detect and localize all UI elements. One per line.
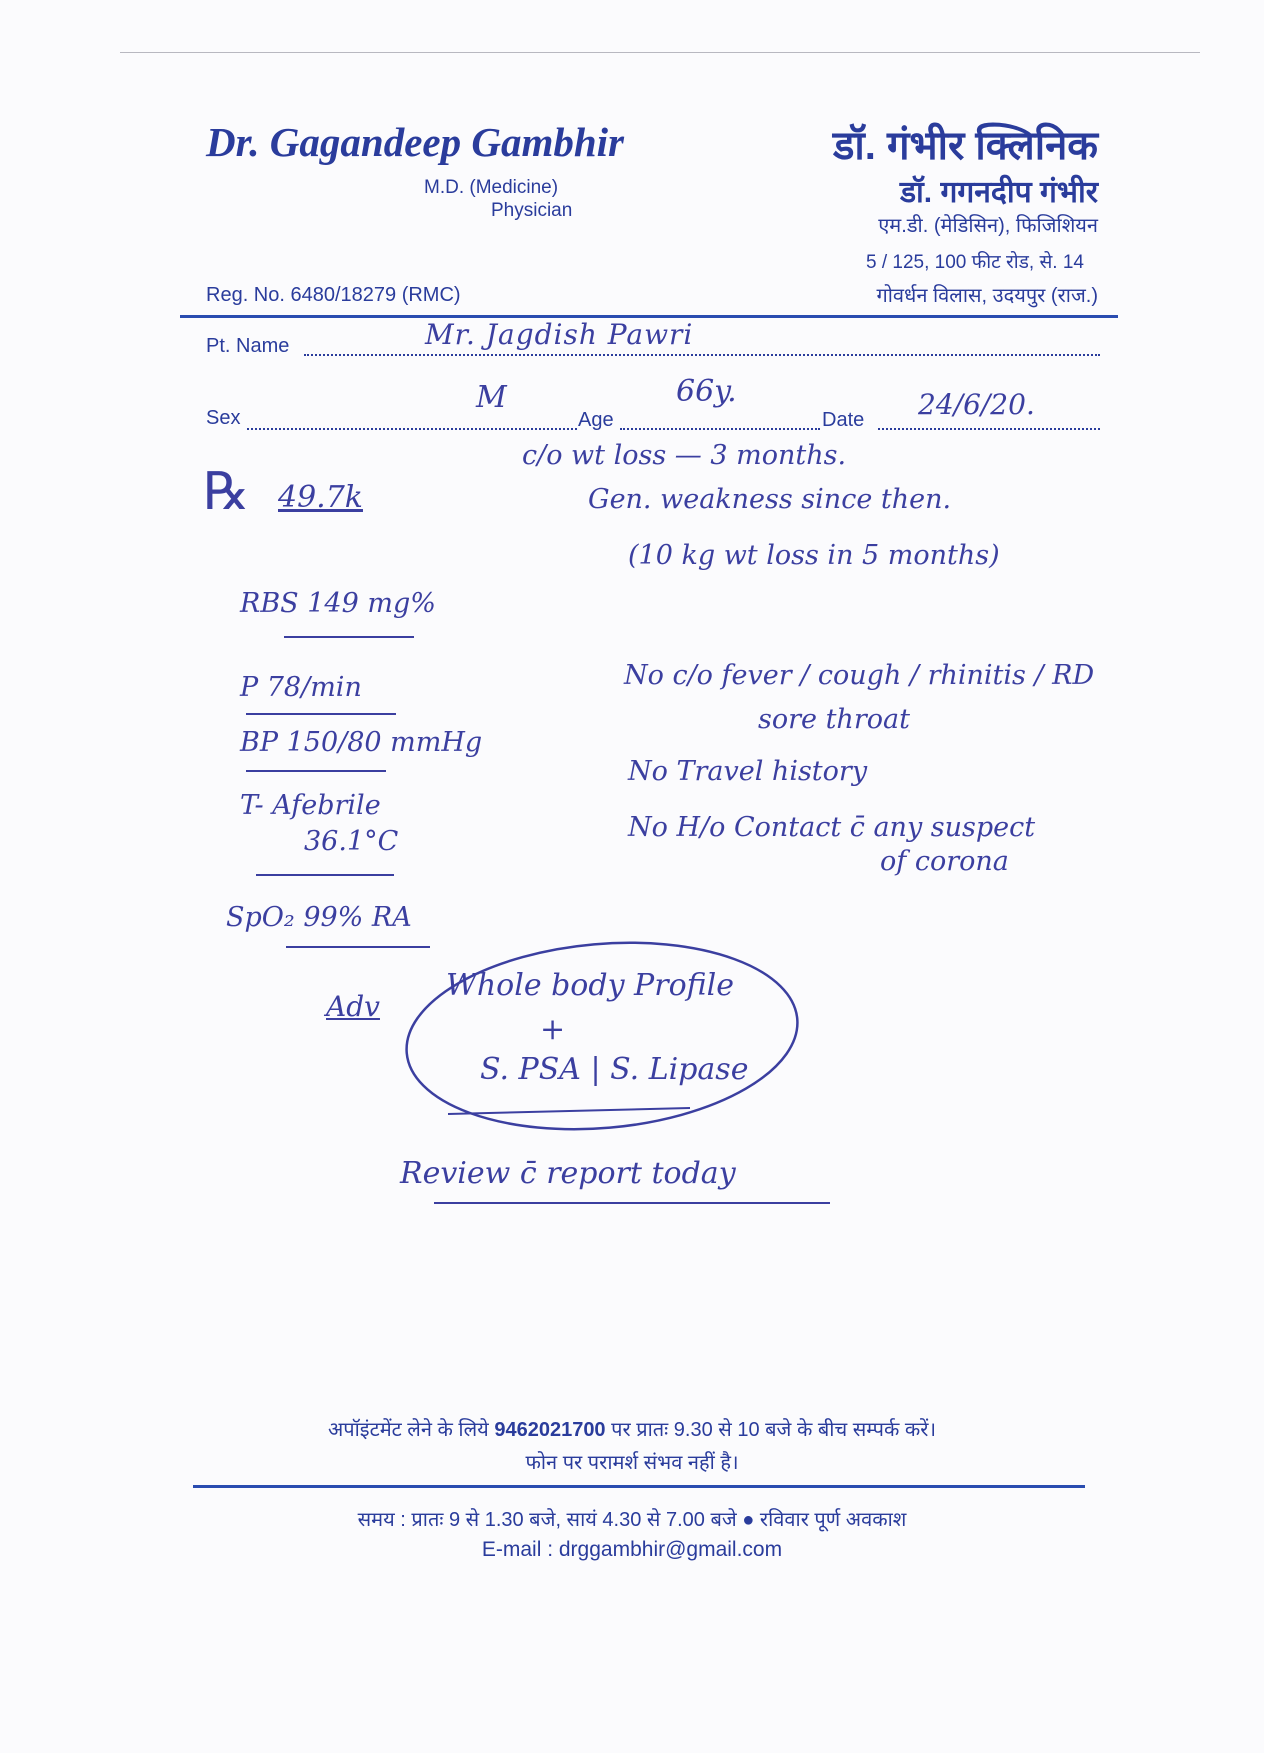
history-line-2: Gen. weakness since then.: [588, 484, 952, 515]
history-line-1: c/o wt loss — 3 months.: [522, 440, 847, 471]
age-label: Age: [578, 409, 614, 431]
no-phone-consult: फोन पर परामर्श संभव नहीं है।: [525, 1452, 739, 1474]
age-value: 66y.: [676, 374, 737, 409]
negative-history-1: No c/o fever / cough / rhinitis / RD: [624, 660, 1095, 691]
negative-history-4: No H/o Contact c̄ any suspect: [628, 812, 1036, 843]
advice-line-2: S. PSA | S. Lipase: [480, 1052, 749, 1087]
date-label: Date: [822, 409, 865, 431]
appointment-line: [0, 1415, 1264, 1442]
rbs-note: RBS 149 mg%: [240, 588, 436, 619]
doctor-name: Dr. Gagandeep Gambhir: [206, 119, 625, 165]
doctor-designation: Physician: [491, 200, 573, 221]
clinic-timing: समय : प्रातः 9 से 1.30 बजे, सायं 4.30 से 7.00 बजे ● रविवार पूर्ण अवकाश: [357, 1509, 907, 1531]
rx-symbol: ℞: [203, 462, 250, 522]
age-dotline: [620, 428, 820, 430]
doctor-name-hindi: डॉ. गगनदीप गंभीर: [899, 176, 1098, 209]
appointment-phone: 9462021700: [494, 1419, 606, 1441]
temp-note-2: 36.1°C: [304, 826, 399, 857]
advice-label: Adv: [326, 990, 380, 1023]
footer-divider: [193, 1485, 1085, 1488]
appointment-text-pre: अपॉइंटमेंट लेने के लिये: [327, 1419, 495, 1441]
advice-line-1: Whole body Profile: [446, 968, 735, 1003]
history-line-3: (10 kg wt loss in 5 months): [628, 540, 1000, 571]
clinic-name-hindi: डॉ. गंभीर क्लिनिक: [832, 124, 1098, 168]
sex-dotline: [247, 428, 577, 430]
sex-value: M: [476, 380, 507, 415]
registration-number: Reg. No. 6480/18279 (RMC): [206, 284, 461, 306]
negative-history-5: of corona: [880, 846, 1009, 877]
date-dotline: [878, 428, 1100, 430]
bp-note: BP 150/80 mmHg: [240, 727, 483, 758]
temp-note-1: T- Afebrile: [240, 790, 381, 821]
review-underline: [434, 1202, 830, 1204]
pulse-underline: [246, 713, 396, 715]
clinic-email: E-mail : drggambhir@gmail.com: [481, 1538, 783, 1561]
date-value: 24/6/20.: [918, 388, 1035, 421]
patient-name-dotline: [304, 354, 1100, 356]
patient-name-label: Pt. Name: [206, 335, 290, 357]
rbs-underline: [284, 636, 414, 638]
appointment-text-post: पर प्रातः 9.30 से 10 बजे के बीच सम्पर्क करें।: [605, 1419, 937, 1441]
degree-hindi: एम.डी. (मेडिसिन), फिजिशियन: [878, 215, 1098, 237]
pulse-note: P 78/min: [240, 672, 362, 703]
address-hindi-line-1: 5 / 125, 100 फीट रोड, से. 14: [865, 252, 1084, 273]
rx-weight: 49.7k: [278, 480, 363, 515]
review-note: Review c̄ report today: [400, 1156, 736, 1191]
advice-plus: +: [540, 1012, 566, 1047]
temp-underline: [256, 874, 394, 876]
spo2-note: SpO₂ 99% RA: [226, 902, 412, 933]
advice-circle: [400, 936, 810, 1136]
top-rule: [120, 52, 1200, 53]
address-hindi-line-2: गोवर्धन विलास, उदयपुर (राज.): [876, 285, 1098, 307]
patient-name-value: Mr. Jagdish Pawri: [425, 318, 694, 351]
negative-history-3: No Travel history: [628, 756, 868, 787]
negative-history-2: sore throat: [758, 704, 910, 735]
bp-underline: [246, 770, 386, 772]
doctor-degree: M.D. (Medicine): [424, 177, 559, 198]
sex-label: Sex: [206, 407, 241, 429]
